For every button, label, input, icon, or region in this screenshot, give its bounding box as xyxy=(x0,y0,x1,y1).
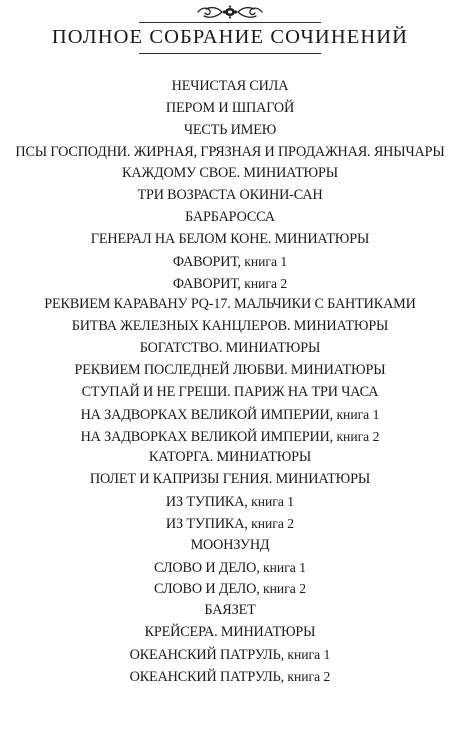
book-title: ТРИ ВОЗРАСТА ОКИНИ-САН xyxy=(137,187,323,204)
book-title-item xyxy=(0,294,460,316)
book-volume: книга 1 xyxy=(287,646,331,662)
book-title: ФАВОРИТ, xyxy=(172,275,241,292)
book-title: КАЖДОМУ СВОЕ. МИНИАТЮРЫ xyxy=(122,165,338,182)
book-title: СТУПАЙ И НЕ ГРЕШИ. ПАРИЖ НА ТРИ ЧАСА xyxy=(81,383,379,400)
scroll-ornament-icon xyxy=(196,4,264,20)
book-title: КРЕЙСЕРА. МИНИАТЮРЫ xyxy=(144,624,316,641)
header-rule-top xyxy=(139,22,321,23)
book-volume: книга 2 xyxy=(244,275,288,291)
book-volume: книга 1 xyxy=(263,559,307,575)
book-title-item xyxy=(0,447,460,469)
book-title: НА ЗАДВОРКАХ ВЕЛИКОЙ ИМПЕРИИ, xyxy=(80,428,334,445)
book-title-item xyxy=(0,229,460,251)
book-title-item xyxy=(0,185,460,207)
book-title-item xyxy=(0,404,460,426)
book-title: ПОЛЕТ И КАПРИЗЫ ГЕНИЯ. МИНИАТЮРЫ xyxy=(89,471,371,488)
book-volume: книга 2 xyxy=(336,428,380,444)
book-title: ИЗ ТУПИКА, xyxy=(165,515,248,532)
book-title-item xyxy=(0,338,460,360)
book-volume: книга 2 xyxy=(251,515,295,531)
book-title: ОКЕАНСКИЙ ПАТРУЛЬ, xyxy=(129,646,284,663)
book-title: НЕЧИСТАЯ СИЛА xyxy=(171,78,289,94)
book-title-item xyxy=(0,207,460,229)
book-title: ГЕНЕРАЛ НА БЕЛОМ КОНЕ. МИНИАТЮРЫ xyxy=(90,230,370,247)
book-title: БАРБАРОССА xyxy=(185,209,275,226)
book-title: МООНЗУНД xyxy=(190,536,270,553)
book-title: СЛОВО И ДЕЛО, xyxy=(153,581,260,598)
book-title-item xyxy=(0,622,460,644)
book-title: СЛОВО И ДЕЛО, xyxy=(153,559,260,576)
book-volume: книга 2 xyxy=(287,668,331,684)
book-volume: книга 1 xyxy=(336,406,380,422)
book-title-item xyxy=(0,578,460,600)
book-title: КАТОРГА. МИНИАТЮРЫ xyxy=(148,449,312,466)
book-title-item xyxy=(0,120,460,142)
book-title-item xyxy=(0,163,460,185)
series-title: ПОЛНОЕ СОБРАНИЕ СОЧИНЕНИЙ xyxy=(51,26,409,48)
book-title: НА ЗАДВОРКАХ ВЕЛИКОЙ ИМПЕРИИ, xyxy=(80,406,334,423)
book-title: РЕКВИЕМ ПОСЛЕДНЕЙ ЛЮБВИ. МИНИАТЮРЫ xyxy=(74,361,386,378)
book-title-item xyxy=(0,273,460,295)
book-title: ИЗ ТУПИКА, xyxy=(165,494,248,511)
header-rule-bottom xyxy=(139,53,321,54)
book-title-item xyxy=(0,666,460,688)
book-title-item xyxy=(0,557,460,579)
book-volume: книга 2 xyxy=(263,581,307,597)
book-volume: книга 1 xyxy=(251,494,295,510)
book-title: ПЕРОМ И ШПАГОЙ xyxy=(165,99,295,116)
book-title-item xyxy=(0,600,460,622)
book-title: ОКЕАНСКИЙ ПАТРУЛЬ, xyxy=(129,668,284,685)
book-title-item xyxy=(0,316,460,338)
book-title-item xyxy=(0,142,460,164)
book-title: ФАВОРИТ, xyxy=(172,253,241,270)
book-title-item xyxy=(0,426,460,448)
book-title-item xyxy=(0,513,460,535)
book-title-item xyxy=(0,98,460,120)
book-volume: книга 1 xyxy=(244,253,288,269)
book-title-item xyxy=(0,251,460,273)
book-title: БАЯЗЕТ xyxy=(204,602,256,619)
book-title: ПСЫ ГОСПОДНИ. ЖИРНАЯ, ГРЯЗНАЯ И ПРОДАЖНАЯ. ЯНЫЧАРЫ xyxy=(15,143,445,160)
book-list xyxy=(0,76,460,688)
book-title-item xyxy=(0,535,460,557)
book-title-item xyxy=(0,382,460,404)
book-title-item xyxy=(0,469,460,491)
book-title-item xyxy=(0,76,460,98)
book-title: РЕКВИЕМ КАРАВАНУ PQ-17. МАЛЬЧИКИ С БАНТИКАМИ xyxy=(44,296,416,313)
book-title: БОГАТСТВО. МИНИАТЮРЫ xyxy=(139,340,321,357)
book-title: БИТВА ЖЕЛЕЗНЫХ КАНЦЛЕРОВ. МИНИАТЮРЫ xyxy=(71,318,389,335)
book-title-item xyxy=(0,644,460,666)
book-title-item xyxy=(0,360,460,382)
book-title: ЧЕСТЬ ИМЕЮ xyxy=(183,121,277,138)
book-title-item xyxy=(0,491,460,513)
